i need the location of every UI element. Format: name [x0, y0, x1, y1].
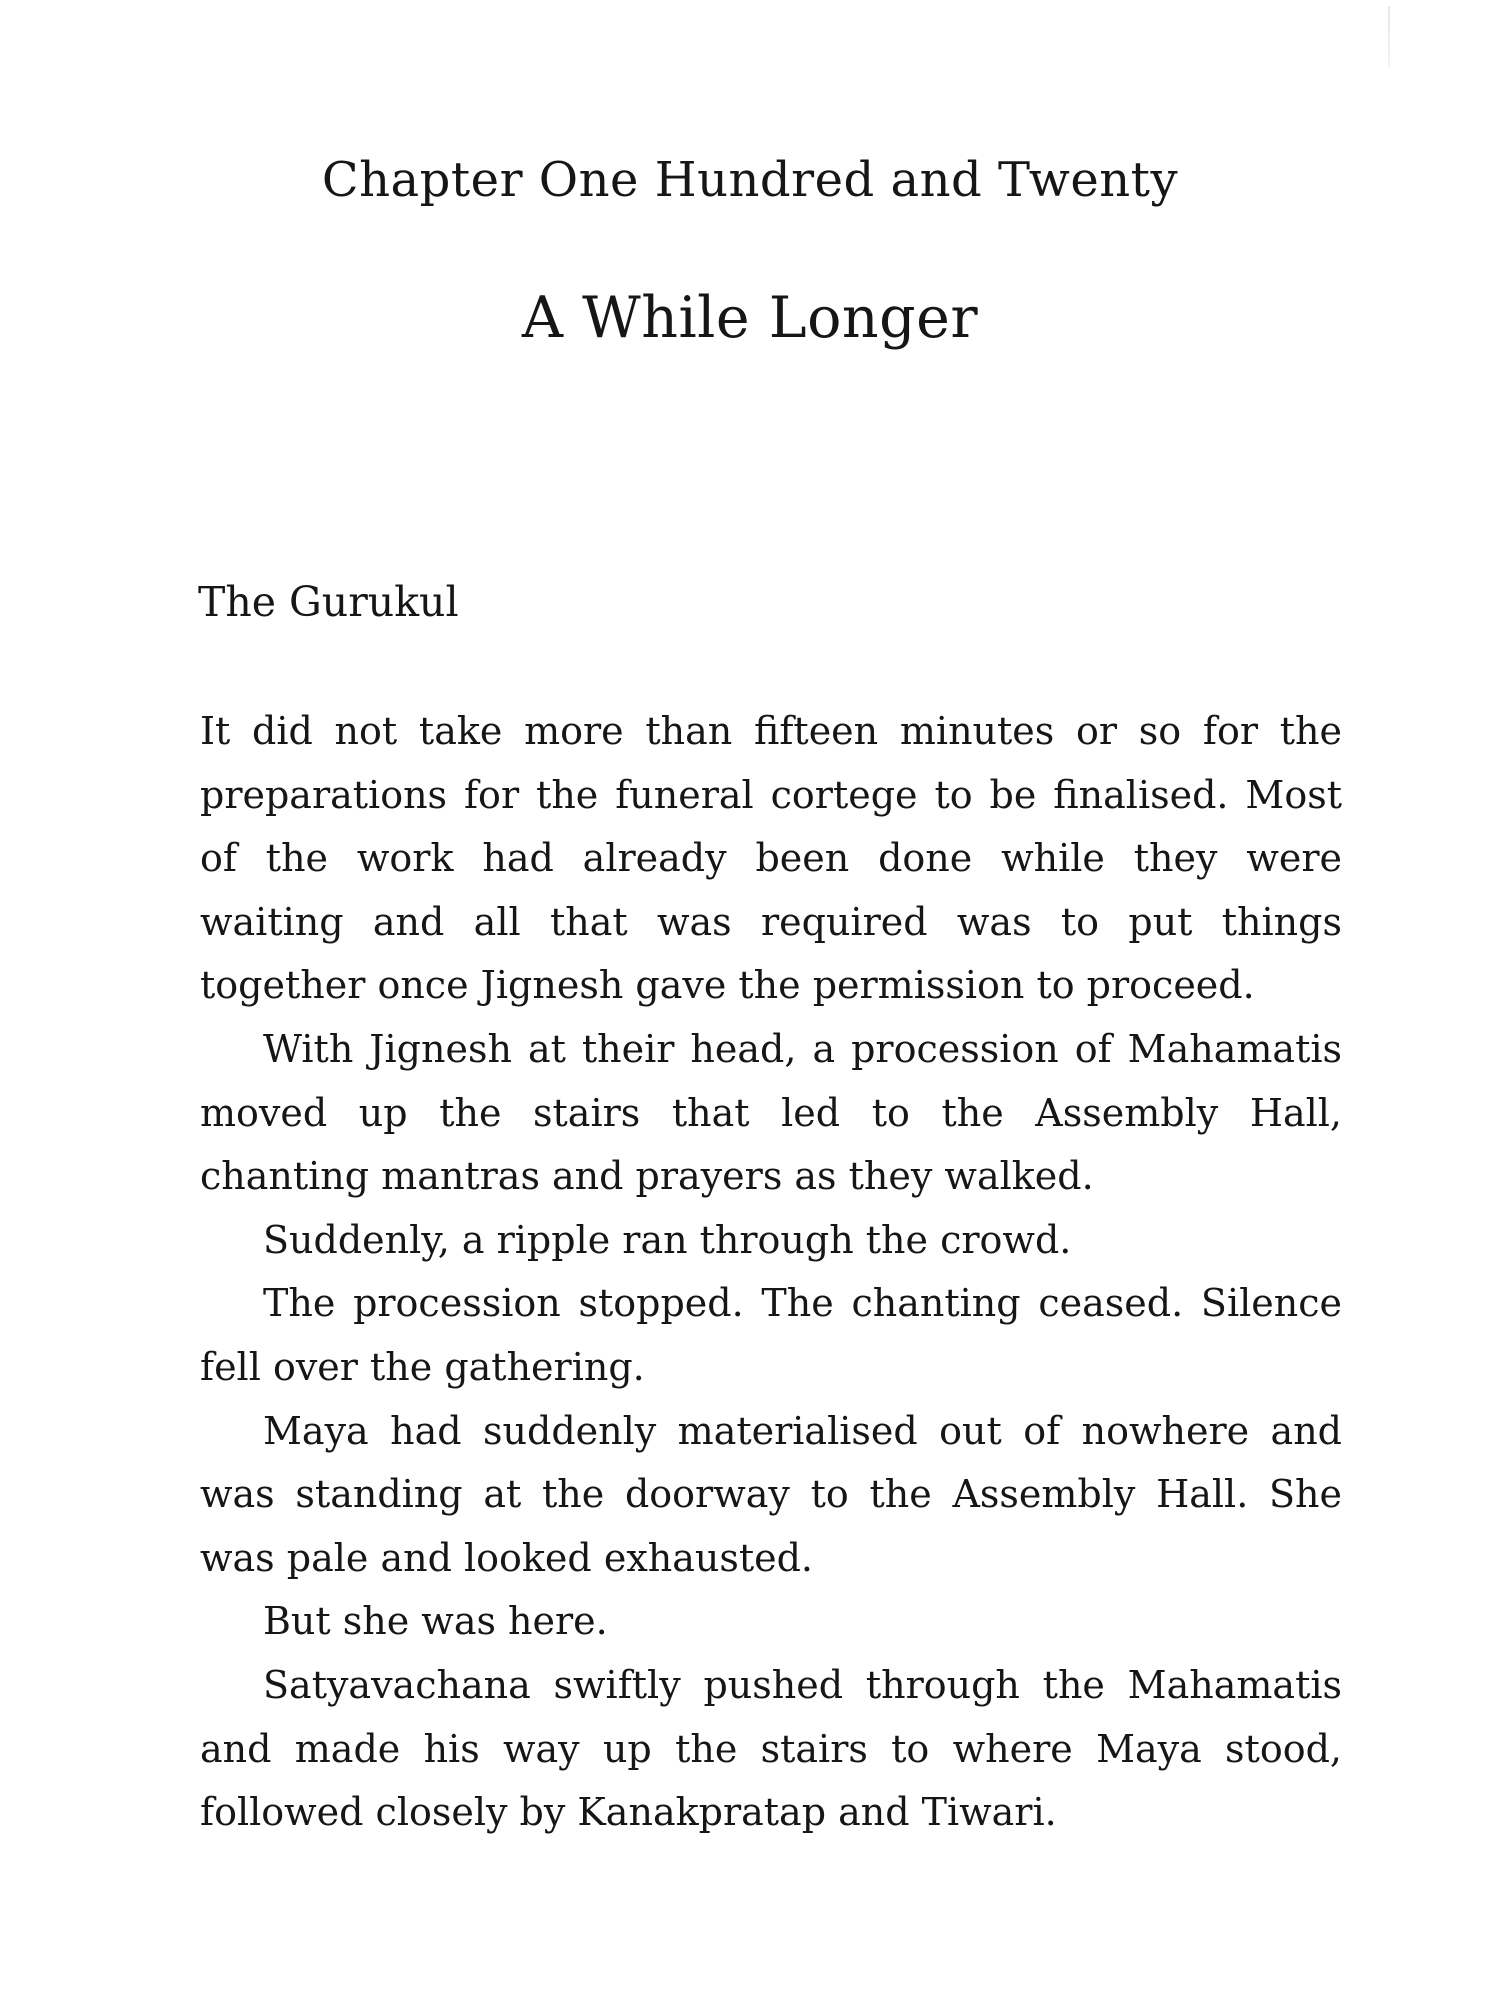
paragraph: Satyavachana swiftly pushed through the Mahamatis and made his way up the stairs to where Maya stood, followed closely by Kanakpratap and Tiwari. — [200, 1662, 1342, 1835]
chapter-label: Chapter One Hundred and Twenty — [321, 152, 1179, 208]
paragraph: Maya had suddenly materialised out of nowhere and was standing at the doorway to the Assembly Hall. She was pale and looked exhausted. — [200, 1408, 1342, 1580]
paragraph: The procession stopped. The chanting ceased. Silence fell over the gathering. — [200, 1281, 1342, 1389]
page-edge-mark — [1388, 6, 1390, 68]
paragraph: Suddenly, a ripple ran through the crowd. — [263, 1217, 1072, 1262]
paragraph: With Jignesh at their head, a procession of Mahamatis moved up the stairs that led to the Assembly Hall, chanting mantras and prayers as they walked. — [200, 1026, 1342, 1199]
body-text — [200, 700, 1342, 1845]
paragraph: But she was here. — [263, 1599, 608, 1644]
section-heading: The Gurukul — [198, 578, 459, 626]
chapter-title: A While Longer — [521, 285, 979, 351]
paragraph: It did not take more than fifteen minutes or so for the preparations for the funeral cortege to be finalised. Most of the work had already been done while they were waiting and all that was required was to put things together once Jignesh gave the permission to proceed. — [200, 709, 1342, 1008]
